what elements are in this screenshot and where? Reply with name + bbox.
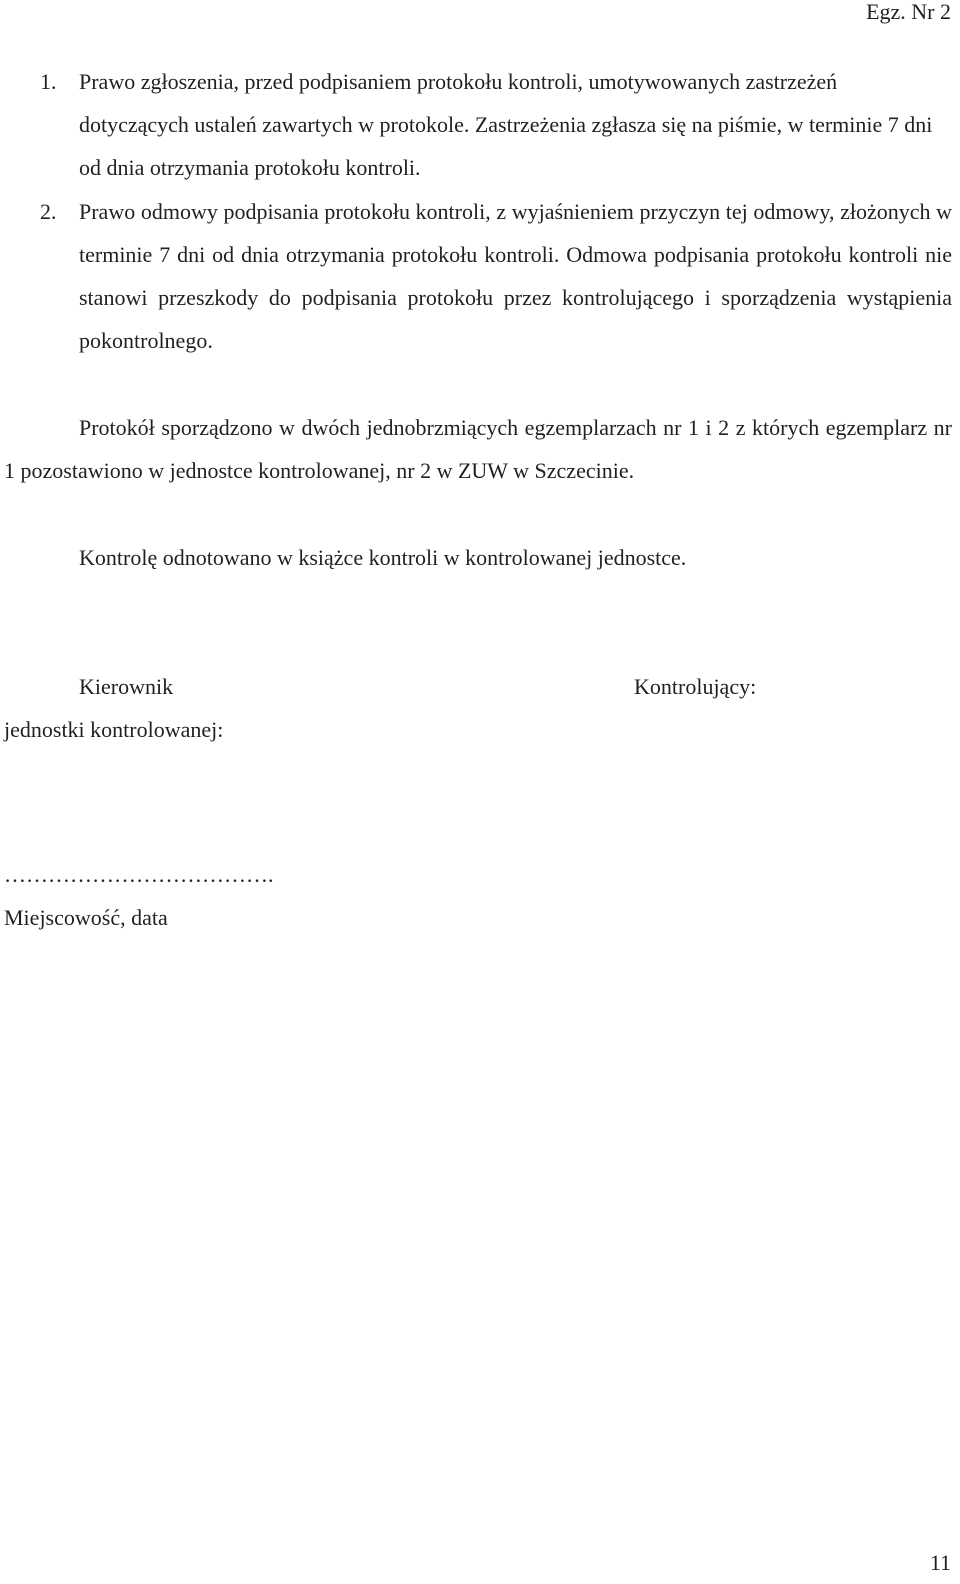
list-item [4,60,952,189]
signature-inspector-label: Kontrolujący: [634,674,757,699]
signature-unit-label: jednostki kontrolowanej: [4,717,224,742]
signature-head-label: Kierownik [79,674,174,699]
list-item-text: Prawo odmowy podpisania protokołu kontroli, z wyjaśnieniem przyczyn tej odmowy, złożonych w terminie 7 dni od dnia otrzymania protokołu kontroli. Odmowa podpisania protokołu kontroli nie stanowi przeszkody do podpisania protokołu przez kontrolującego i sporządzenia wystąpienia pokontrolnego. [79,199,952,353]
list-item [4,190,952,362]
place-date-dotted-line: ………………………………. [4,862,274,887]
list-item-number: 2. [40,199,57,224]
place-date-label: Miejscowość, data [4,905,168,930]
copies-paragraph: Protokół sporządzono w dwóch jednobrzmiących egzemplarzach nr 1 i 2 z których egzemplarz nr 1 pozostawiono w jednostce kontrolowanej, nr 2 w ZUW w Szczecinie. [4,415,952,483]
page-number: 11 [929,1550,951,1575]
logbook-paragraph: Kontrolę odnotowano w książce kontroli w kontrolowanej jednostce. [79,545,687,570]
list-item-number: 1. [40,69,57,94]
list-item-text: Prawo zgłoszenia, przed podpisaniem protokołu kontroli, umotywowanych zastrzeżeń dotyczących ustaleń zawartych w protokole. Zastrzeżenia zgłasza się na piśmie, w terminie 7 dni od dnia otrzymania protokołu kontroli. [79,69,933,180]
copy-number: Egz. Nr 2 [866,0,951,24]
